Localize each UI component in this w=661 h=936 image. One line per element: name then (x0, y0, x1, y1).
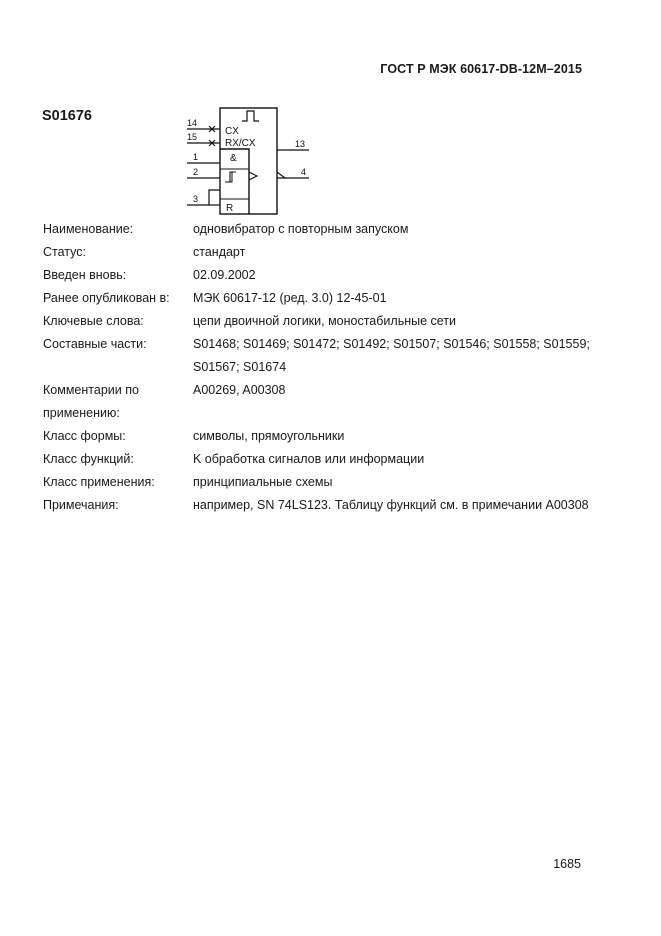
field-value: A00269, A00308 (193, 383, 286, 397)
field-label: Класс применения: (43, 475, 155, 489)
field-label: Примечания: (43, 498, 119, 512)
schmitt-symbol (225, 172, 236, 182)
field-row (43, 218, 603, 241)
field-value: K обработка сигналов или информации (193, 452, 425, 466)
field-value: принципиальные схемы (193, 475, 333, 489)
field-value: например, SN 74LS123. Таблицу функций см. в примечании A00308 (193, 498, 589, 512)
field-label: Класс функций: (43, 452, 134, 466)
label-cx: CX (225, 126, 239, 137)
field-row (43, 425, 603, 448)
field-label: Класс формы: (43, 429, 126, 443)
field-row (43, 333, 603, 379)
symbol-code: S01676 (42, 108, 92, 124)
field-row (43, 448, 603, 471)
pin-2: 2 (193, 167, 199, 177)
pin-13: 13 (295, 139, 306, 149)
field-label: Комментарии по применению: (43, 383, 139, 420)
dynamic-input-marker (249, 172, 257, 180)
label-and: & (230, 153, 237, 164)
negation-marker (277, 172, 285, 178)
field-value: МЭК 60617-12 (ред. 3.0) 12-45-01 (193, 291, 387, 305)
label-rxcx: RX/CX (225, 138, 256, 149)
pin-4: 4 (301, 167, 307, 177)
monostable-symbol-diagram (185, 102, 325, 220)
field-row (43, 264, 603, 287)
field-row (43, 379, 603, 425)
field-list (43, 218, 603, 517)
field-row (43, 241, 603, 264)
field-value: одновибратор с повторным запуском (193, 222, 409, 236)
field-value: 02.09.2002 (193, 268, 256, 282)
field-label: Ключевые слова: (43, 314, 144, 328)
field-label: Введен вновь: (43, 268, 127, 282)
pulse-symbol-top (242, 111, 259, 121)
field-row (43, 494, 603, 517)
field-value: цепи двоичной логики, моностабильные сети (193, 314, 457, 328)
field-value: стандарт (193, 245, 246, 259)
field-row (43, 471, 603, 494)
document-header: ГОСТ Р МЭК 60617-DB-12M–2015 (380, 62, 582, 76)
field-label: Статус: (43, 245, 86, 259)
page-number: 1685 (553, 857, 581, 871)
pin-3: 3 (193, 194, 199, 204)
field-value: S01468; S01469; S01472; S01492; S01507; S01546; S01558; S01559; S01567; S01674 (193, 337, 590, 374)
field-row (43, 310, 603, 333)
field-label: Наименование: (43, 222, 134, 236)
field-value: символы, прямоугольники (193, 429, 345, 443)
field-label: Ранее опубликован в: (43, 291, 170, 305)
field-row (43, 287, 603, 310)
pin-14: 14 (187, 118, 198, 128)
field-label: Составные части: (43, 337, 147, 351)
pin-15: 15 (187, 132, 198, 142)
label-reset: R (226, 203, 234, 214)
pin-1: 1 (193, 152, 199, 162)
